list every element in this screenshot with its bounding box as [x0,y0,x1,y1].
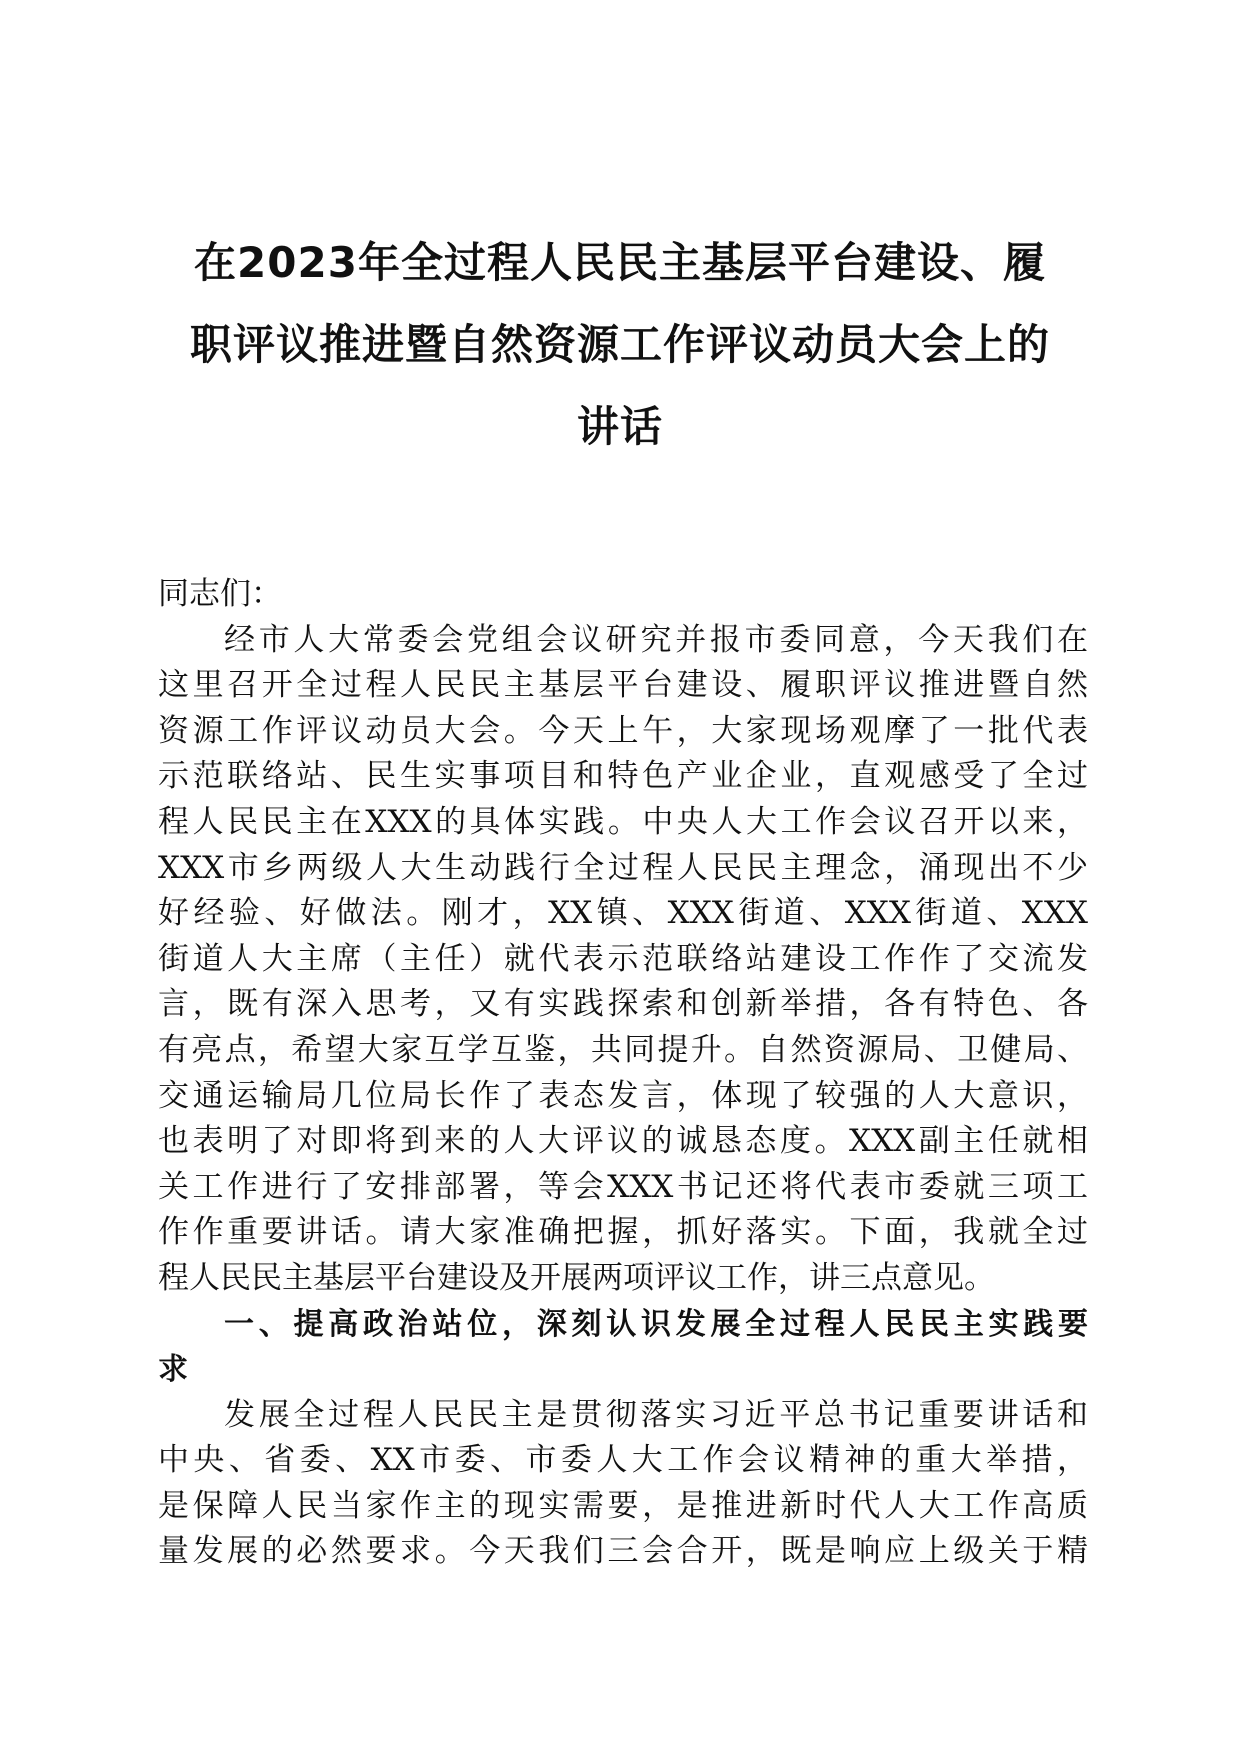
paragraph-line: 发展全过程人民民主是贯彻落实习近平总书记重要讲话和 [224,1396,1088,1433]
paragraph-line: 经市人大常委会党组会议研究并报市委同意，今天我们在 [224,621,1088,658]
paragraph-line: 示范联络站、民生实事项目和特色产业企业，直观感受了全过 [158,758,1088,795]
heading-line: 一、提高政治站位，深刻认识发展全过程人民民主实践要 [224,1306,1088,1342]
salutation: 同志们： [158,576,282,612]
heading-line: 求 [158,1352,188,1388]
paragraph-line: 作作重要讲话。请大家准确把握，抓好落实。下面，我就全过 [158,1214,1088,1251]
paragraph-line: 程人民民主基层平台建设及开展两项评议工作，讲三点意见。 [158,1259,995,1296]
paragraph-line: 也表明了对即将到来的人大评议的诚恳态度。XXX副主任就相 [158,1123,1088,1160]
document-title [150,222,1090,468]
paragraph-line: XXX市乡两级人大生动践行全过程人民民主理念，涌现出不少 [158,849,1088,886]
paragraph-line: 关工作进行了安排部署，等会XXX书记还将代表市委就三项工 [158,1168,1088,1205]
document-body [158,572,1088,1575]
title-line: 在2023年全过程人民民主基层平台建设、履 [194,238,1046,287]
title-line: 职评议推进暨自然资源工作评议动员大会上的 [189,320,1050,369]
paragraph-line: 程人民民主在XXX的具体实践。中央人大工作会议召开以来， [158,803,1088,840]
paragraph-line: 言，既有深入思考，又有实践探索和创新举措，各有特色、各 [158,986,1088,1023]
paragraph-intro [158,618,1088,1302]
paragraph-line: 这里召开全过程人民民主基层平台建设、履职评议推进暨自然 [158,667,1088,704]
paragraph-line: 有亮点，希望大家互学互鉴，共同提升。自然资源局、卫健局、 [158,1031,1088,1068]
paragraph-line: 交通运输局几位局长作了表态发言，体现了较强的人大意识， [158,1077,1088,1114]
section-heading-1 [158,1302,1088,1393]
paragraph-line: 量发展的必然要求。今天我们三会合开，既是响应上级关于精 [158,1533,1088,1570]
paragraph-line: 好经验、好做法。刚才，XX镇、XXX街道、XXX街道、XXX [158,895,1088,932]
title-line: 讲话 [576,402,663,451]
paragraph-section-1 [158,1393,1088,1575]
paragraph-line: 是保障人民当家作主的现实需要，是推进新时代人大工作高质 [158,1487,1088,1524]
paragraph-line: 街道人大主席（主任）就代表示范联络站建设工作作了交流发 [158,940,1088,977]
paragraph-line: 中央、省委、XX市委、市委人大工作会议精神的重大举措， [158,1442,1088,1479]
paragraph-line: 资源工作评议动员大会。今天上午，大家现场观摩了一批代表 [158,712,1088,749]
